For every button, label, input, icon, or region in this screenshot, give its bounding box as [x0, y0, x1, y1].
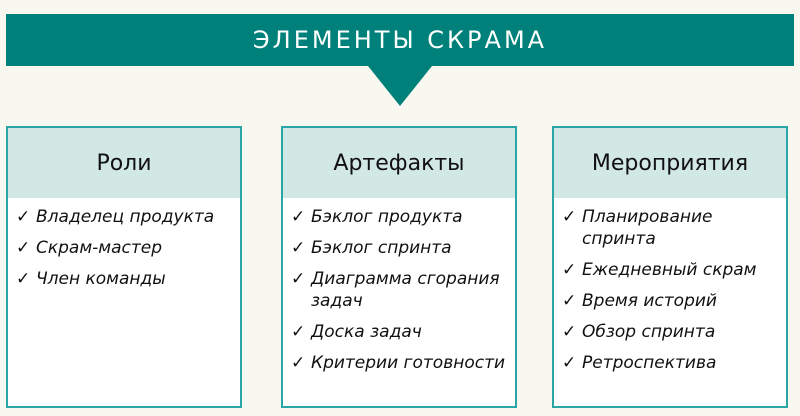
check-icon: ✓: [291, 207, 306, 226]
column-roles: [6, 126, 242, 408]
list-item: ✓ Ежедневный скрам: [562, 260, 757, 280]
down-arrow-icon: [368, 66, 432, 106]
check-icon: ✓: [16, 238, 31, 257]
list-item: ✓ Владелец продукта: [16, 207, 215, 227]
column-title: Артефакты: [283, 128, 515, 198]
check-icon: ✓: [291, 269, 306, 288]
check-icon: ✓: [562, 322, 577, 341]
list-item: ✓ Скрам-мастер: [16, 238, 163, 258]
list-item: ✓ Бэклог продукта: [291, 207, 463, 227]
title-banner: [6, 14, 794, 66]
check-icon: ✓: [16, 207, 31, 226]
column-events: [552, 126, 788, 408]
list-item: ✓ Обзор спринта: [562, 322, 716, 342]
list-item: ✓ Бэклог спринта: [291, 238, 452, 258]
column-title: Мероприятия: [554, 128, 786, 198]
check-icon: ✓: [291, 353, 306, 372]
check-icon: ✓: [291, 322, 306, 341]
check-icon: ✓: [562, 353, 577, 372]
column-artifacts: [281, 126, 517, 408]
list-item: ✓ Ретроспектива: [562, 353, 717, 373]
check-icon: ✓: [562, 260, 577, 279]
check-icon: ✓: [16, 269, 31, 288]
item-list: [8, 198, 240, 290]
check-icon: ✓: [562, 291, 577, 310]
check-icon: ✓: [291, 238, 306, 257]
check-icon: ✓: [562, 207, 577, 226]
list-item: ✓ Критерии готовности: [291, 353, 506, 373]
item-list: [283, 198, 515, 374]
banner-title: ЭЛЕМЕНТЫ СКРАМА: [252, 26, 548, 54]
item-list: [554, 198, 786, 374]
list-item: ✓ Время историй: [562, 291, 717, 311]
column-title: Роли: [8, 128, 240, 198]
list-item: ✓ Доска задач: [291, 322, 422, 342]
list-item: ✓ Член команды: [16, 269, 166, 289]
list-item: ✓ Диаграмма сгорания задач: [291, 269, 500, 311]
list-item: ✓ Планирование спринта: [562, 207, 713, 249]
